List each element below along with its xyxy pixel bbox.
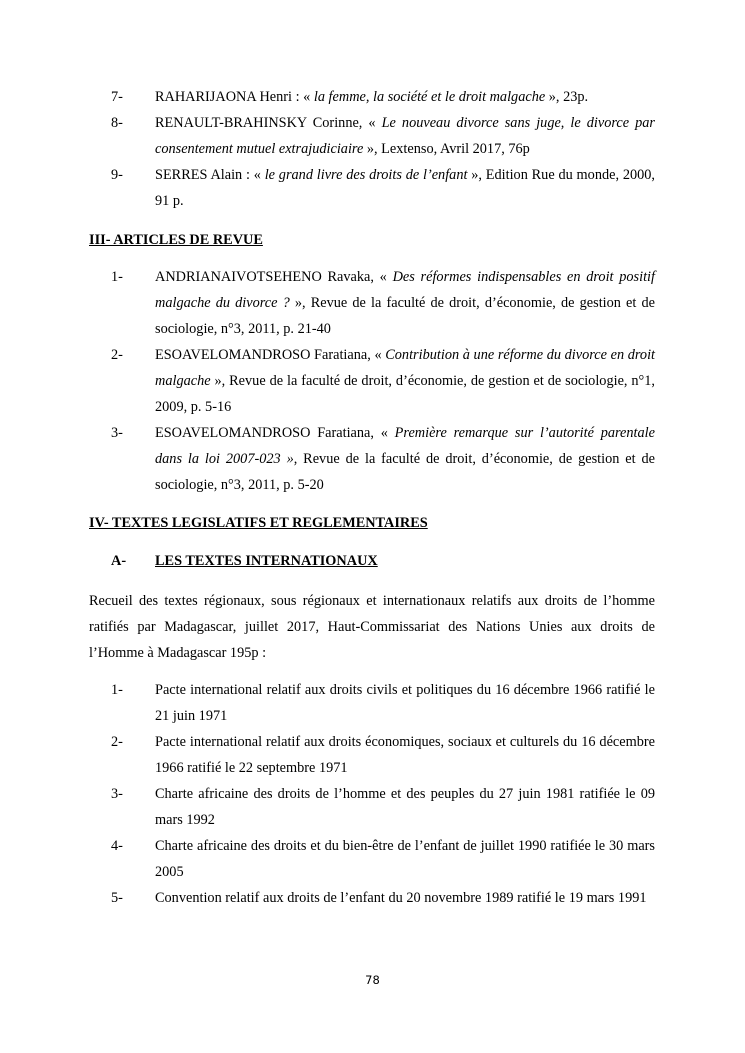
item-text: RAHARIJAONA Henri : « la femme, la société et le droit malgache », 23p.	[155, 89, 589, 105]
item-text: Pacte international relatif aux droits économiques, sociaux et culturels du 16 décembre 1966 ratifié le 22 septembre 1971	[155, 734, 655, 776]
intro-paragraph: Recueil des textes régionaux, sous régionaux et internationaux relatifs aux droits de l’homme ratifiés par Madagascar, juillet 2017, Haut-Commissariat des Nations Unies aux droits de l’Homme à Madagascar 195p :	[89, 593, 655, 661]
item-number: 3-	[111, 425, 123, 441]
subsection-label: LES TEXTES INTERNATIONAUX	[155, 553, 378, 569]
list-item	[0, 885, 745, 911]
item-number: 5-	[111, 890, 123, 906]
item-text: Charte africaine des droits et du bien-être de l’enfant de juillet 1990 ratifiée le 30 mars 2005	[155, 838, 655, 880]
page-number: 78	[365, 973, 380, 987]
item-number: 8-	[111, 115, 123, 131]
list-item	[0, 677, 745, 729]
item-text: ANDRIANAIVOTSEHENO Ravaka, « Des réformes indispensables en droit positif malgache du divorce ? », Revue de la faculté de droit, d’économie, de gestion et de sociologie, n°3, 2011, p. 21-40	[155, 269, 656, 337]
list-item	[0, 833, 745, 885]
item-text: Pacte international relatif aux droits civils et politiques du 16 décembre 1966 ratifié le 21 juin 1971	[155, 682, 655, 724]
list-item	[0, 110, 745, 162]
subsection-number: A-	[111, 553, 127, 569]
item-number: 7-	[111, 89, 123, 105]
list-item	[0, 84, 745, 110]
item-number: 3-	[111, 786, 123, 802]
item-number: 2-	[111, 734, 123, 750]
item-text: Convention relatif aux droits de l’enfant du 20 novembre 1989 ratifié le 19 mars 1991	[155, 890, 647, 906]
subsection-heading-international-texts	[0, 548, 745, 574]
item-text: SERRES Alain : « le grand livre des droits de l’enfant », Edition Rue du monde, 2000, 91 p.	[155, 167, 655, 209]
item-number: 1-	[111, 682, 123, 698]
list-item	[0, 420, 745, 498]
item-text: RENAULT-BRAHINSKY Corinne, « Le nouveau divorce sans juge, le divorce par consentement mutuel extrajudiciaire », Lextenso, Avril 2017, 76p	[155, 115, 655, 157]
books-list	[0, 84, 745, 214]
section-heading-articles: III- ARTICLES DE REVUE	[89, 232, 263, 248]
section-heading-legislative-texts: IV- TEXTES LEGISLATIFS ET REGLEMENTAIRES	[89, 515, 428, 531]
item-number: 4-	[111, 838, 123, 854]
item-text: Charte africaine des droits de l’homme et des peuples du 27 juin 1981 ratifiée le 09 mars 1992	[155, 786, 655, 828]
list-item	[0, 342, 745, 420]
list-item	[0, 729, 745, 781]
item-text: ESOAVELOMANDROSO Faratiana, « Première remarque sur l’autorité parentale dans la loi 2007-023 », Revue de la faculté de droit, d’économie, de gestion et de sociologie, n°3, 2011, p. 5-20	[155, 425, 655, 493]
item-number: 9-	[111, 167, 123, 183]
item-number: 2-	[111, 347, 123, 363]
item-text: ESOAVELOMANDROSO Faratiana, « Contribution à une réforme du divorce en droit malgache », Revue de la faculté de droit, d’économie, de gestion et de sociologie, n°1, 2009, p. 5-16	[155, 347, 656, 415]
item-number: 1-	[111, 269, 123, 285]
list-item	[0, 162, 745, 214]
articles-list	[0, 264, 745, 498]
list-item	[0, 781, 745, 833]
international-texts-list	[0, 677, 745, 911]
list-item	[0, 264, 745, 342]
